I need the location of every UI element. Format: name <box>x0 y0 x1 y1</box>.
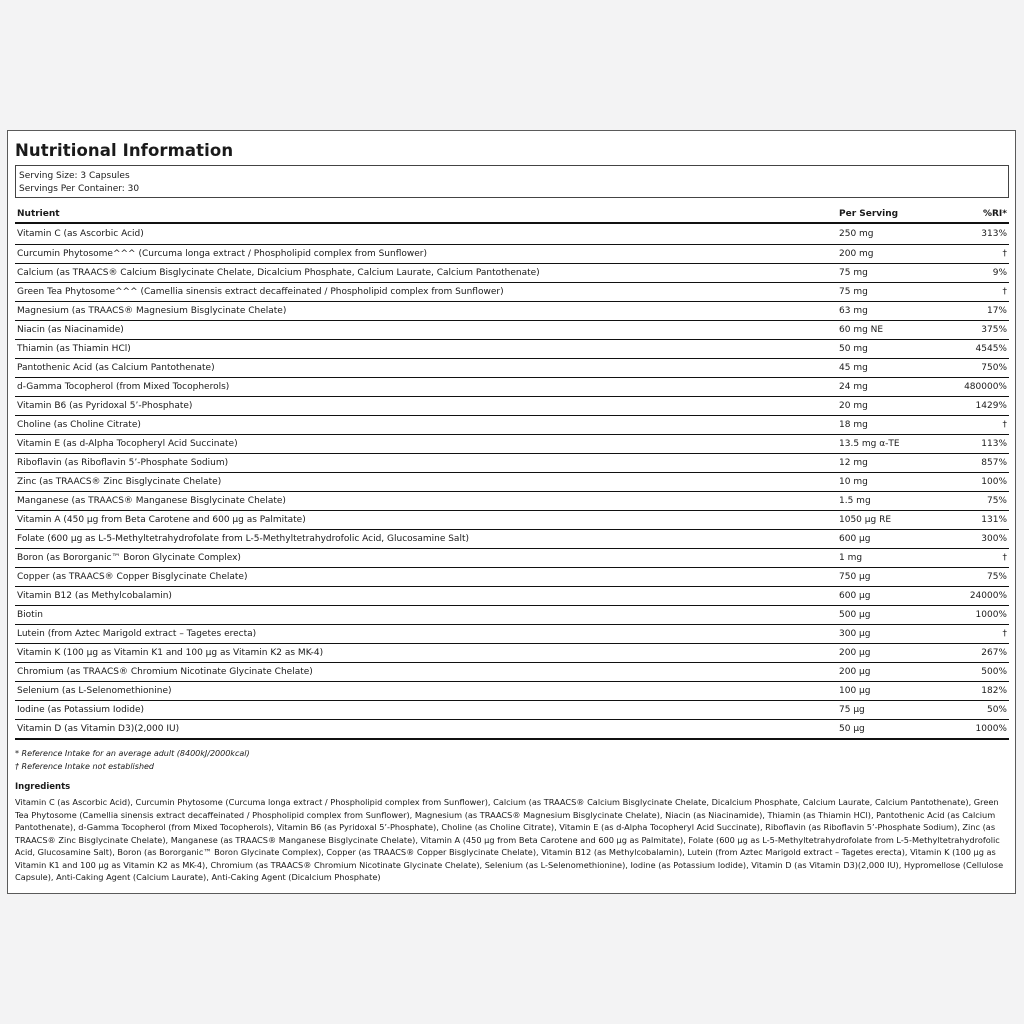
table-body <box>15 223 1009 739</box>
nutrient-percent-ri: 17% <box>961 302 1009 321</box>
table-row <box>15 321 1009 340</box>
nutrient-percent-ri: 9% <box>961 264 1009 283</box>
nutrient-per-serving: 75 mg <box>837 283 961 302</box>
table-row <box>15 264 1009 283</box>
nutrient-name: Green Tea Phytosome^^^ (Camellia sinensis extract decaffeinated / Phospholipid complex from Sunflower) <box>15 283 837 302</box>
nutrient-percent-ri: 24000% <box>961 587 1009 606</box>
nutrient-name: Copper (as TRAACS® Copper Bisglycinate Chelate) <box>15 568 837 587</box>
serving-info-box <box>15 165 1009 198</box>
table-row <box>15 606 1009 625</box>
nutrient-percent-ri: † <box>961 416 1009 435</box>
nutrient-name: Chromium (as TRAACS® Chromium Nicotinate Glycinate Chelate) <box>15 663 837 682</box>
header-per-serving: Per Serving <box>837 205 961 223</box>
table-row <box>15 587 1009 606</box>
nutrient-percent-ri: 500% <box>961 663 1009 682</box>
nutrient-per-serving: 300 µg <box>837 625 961 644</box>
footnote-dagger: † Reference Intake not established <box>15 761 155 771</box>
nutrient-name: Vitamin B12 (as Methylcobalamin) <box>15 587 837 606</box>
table-row <box>15 454 1009 473</box>
table-row <box>15 340 1009 359</box>
nutrient-percent-ri: 100% <box>961 473 1009 492</box>
nutrient-percent-ri: 300% <box>961 530 1009 549</box>
nutrient-name: Lutein (from Aztec Marigold extract – Tagetes erecta) <box>15 625 837 644</box>
footnote-ri: * Reference Intake for an average adult (8400kJ/2000kcal) <box>15 749 250 758</box>
nutrient-percent-ri: 1429% <box>961 397 1009 416</box>
nutrient-percent-ri: 750% <box>961 359 1009 378</box>
table-row <box>15 511 1009 530</box>
footnotes <box>15 748 1009 773</box>
nutrient-name: Vitamin K (100 µg as Vitamin K1 and 100 µg as Vitamin K2 as MK-4) <box>15 644 837 663</box>
table-row <box>15 568 1009 587</box>
table-row <box>15 359 1009 378</box>
nutrient-per-serving: 1.5 mg <box>837 492 961 511</box>
nutrient-percent-ri: 375% <box>961 321 1009 340</box>
nutrient-percent-ri: 267% <box>961 644 1009 663</box>
nutrient-percent-ri: 4545% <box>961 340 1009 359</box>
nutrient-name: Folate (600 µg as L-5-Methyltetrahydrofolate from L-5-Methyltetrahydrofolic Acid, Glucosamine Salt) <box>15 530 837 549</box>
nutrient-name: Choline (as Choline Citrate) <box>15 416 837 435</box>
nutrient-percent-ri: 50% <box>961 701 1009 720</box>
table-row <box>15 378 1009 397</box>
nutrient-name: Vitamin C (as Ascorbic Acid) <box>15 223 837 245</box>
nutrient-percent-ri: 182% <box>961 682 1009 701</box>
nutrient-percent-ri: 1000% <box>961 606 1009 625</box>
nutrient-per-serving: 600 µg <box>837 530 961 549</box>
nutrient-percent-ri: 1000% <box>961 720 1009 740</box>
nutrient-name: Riboflavin (as Riboflavin 5’-Phosphate Sodium) <box>15 454 837 473</box>
nutrient-percent-ri: † <box>961 245 1009 264</box>
nutrient-percent-ri: 313% <box>961 223 1009 245</box>
nutrient-per-serving: 13.5 mg α-TE <box>837 435 961 454</box>
table-row <box>15 492 1009 511</box>
nutrient-percent-ri: † <box>961 625 1009 644</box>
nutrient-per-serving: 250 mg <box>837 223 961 245</box>
nutrient-percent-ri: 480000% <box>961 378 1009 397</box>
nutrient-percent-ri: 113% <box>961 435 1009 454</box>
nutrient-per-serving: 200 µg <box>837 663 961 682</box>
nutrient-per-serving: 600 µg <box>837 587 961 606</box>
nutrient-name: Zinc (as TRAACS® Zinc Bisglycinate Chelate) <box>15 473 837 492</box>
nutrient-percent-ri: 857% <box>961 454 1009 473</box>
table-row <box>15 549 1009 568</box>
nutrient-percent-ri: 75% <box>961 568 1009 587</box>
nutrient-name: Calcium (as TRAACS® Calcium Bisglycinate Chelate, Dicalcium Phosphate, Calcium Laurate, Calcium Pantothenate) <box>15 264 837 283</box>
nutrient-per-serving: 500 µg <box>837 606 961 625</box>
header-percent-ri: %RI* <box>961 205 1009 223</box>
table-row <box>15 625 1009 644</box>
nutrient-per-serving: 20 mg <box>837 397 961 416</box>
nutrient-per-serving: 24 mg <box>837 378 961 397</box>
nutrient-per-serving: 1 mg <box>837 549 961 568</box>
nutrition-panel <box>7 130 1016 894</box>
servings-per-container: Servings Per Container: 30 <box>19 184 140 194</box>
table-row <box>15 644 1009 663</box>
nutrient-table <box>15 205 1009 740</box>
nutrient-per-serving: 12 mg <box>837 454 961 473</box>
nutrient-name: Magnesium (as TRAACS® Magnesium Bisglycinate Chelate) <box>15 302 837 321</box>
table-row <box>15 473 1009 492</box>
table-row <box>15 663 1009 682</box>
nutrient-name: Biotin <box>15 606 837 625</box>
table-row <box>15 283 1009 302</box>
nutrient-per-serving: 50 mg <box>837 340 961 359</box>
nutrient-name: Vitamin E (as d-Alpha Tocopheryl Acid Succinate) <box>15 435 837 454</box>
nutrient-per-serving: 18 mg <box>837 416 961 435</box>
nutrient-per-serving: 10 mg <box>837 473 961 492</box>
nutrient-per-serving: 75 µg <box>837 701 961 720</box>
nutrient-name: Thiamin (as Thiamin HCl) <box>15 340 837 359</box>
nutrient-per-serving: 750 µg <box>837 568 961 587</box>
nutrient-name: Vitamin A (450 µg from Beta Carotene and 600 µg as Palmitate) <box>15 511 837 530</box>
nutrient-per-serving: 63 mg <box>837 302 961 321</box>
page-title: Nutritional Information <box>15 141 234 160</box>
nutrient-per-serving: 75 mg <box>837 264 961 283</box>
table-row <box>15 397 1009 416</box>
table-header-row <box>15 205 1009 223</box>
nutrient-name: Vitamin D (as Vitamin D3)(2,000 IU) <box>15 720 837 740</box>
nutrient-per-serving: 50 µg <box>837 720 961 740</box>
nutrient-name: Manganese (as TRAACS® Manganese Bisglycinate Chelate) <box>15 492 837 511</box>
nutrient-percent-ri: † <box>961 549 1009 568</box>
table-row <box>15 682 1009 701</box>
table-row <box>15 530 1009 549</box>
ingredients-text: Vitamin C (as Ascorbic Acid), Curcumin Phytosome (Curcuma longa extract / Phospholipid complex from Sunflower), Calcium (as TRAACS® Calcium Bisglycinate Chelate, Dicalcium Phosphate, Calcium Laurate, Calcium Pantothenate), Green Tea Phytosome (Camellia sinensis extract decaffeinated / Phospholipid complex from Sunflower), Magnesium (as TRAACS® Magnesium Bisglycinate Chelate), Niacin (as Niacinamide), Thiamin (as Thiamin HCl), Pantothenic Acid (as Calcium Pantothenate), d-Gamma Tocopherol (from Mixed Tocopherols), Vitamin B6 (as Pyridoxal 5’-Phosphate), Choline (as Choline Citrate), Vitamin E (as d-Alpha Tocopheryl Acid Succinate), Riboflavin (as Riboflavin 5’-Phosphate Sodium), Zinc (as TRAACS® Zinc Bisglycinate Chelate), Manganese (as TRAACS® Manganese Bisglycinate Chelate), Vitamin A (450 µg from Beta Carotene and 600 µg as Palmitate), Folate (600 µg as L-5-Methyltetrahydrofolate from L-5-Methyltetrahydrofolic Acid, Glucosamine Salt), Boron (as Bororganic™ Boron Glycinate Complex), Copper (as TRAACS® Copper Bisglycinate Chelate), Vitamin B12 (as Methylcobalamin), Lutein (from Aztec Marigold extract – Tagetes erecta), Vitamin K (100 µg as Vitamin K1 and 100 µg as Vitamin K2 as MK-4), Chromium (as TRAACS® Chromium Nicotinate Glycinate Chelate), Selenium (as L-Selenomethionine), Iodine (as Potassium Iodide), Vitamin D (as Vitamin D3)(2,000 IU), Hypromellose (Cellulose Capsule), Anti-Caking Agent (Calcium Laurate), Anti-Caking Agent (Dicalcium Phosphate) <box>15 797 1004 882</box>
nutrient-percent-ri: 131% <box>961 511 1009 530</box>
table-row <box>15 245 1009 264</box>
nutrient-name: Boron (as Bororganic™ Boron Glycinate Complex) <box>15 549 837 568</box>
nutrient-name: Vitamin B6 (as Pyridoxal 5’-Phosphate) <box>15 397 837 416</box>
table-row <box>15 223 1009 245</box>
header-nutrient: Nutrient <box>15 205 837 223</box>
nutrient-per-serving: 200 mg <box>837 245 961 264</box>
nutrient-percent-ri: † <box>961 283 1009 302</box>
nutrient-name: d-Gamma Tocopherol (from Mixed Tocopherols) <box>15 378 837 397</box>
table-row <box>15 435 1009 454</box>
serving-size: Serving Size: 3 Capsules <box>19 171 130 181</box>
nutrient-name: Niacin (as Niacinamide) <box>15 321 837 340</box>
table-row <box>15 701 1009 720</box>
nutrient-name: Pantothenic Acid (as Calcium Pantothenate) <box>15 359 837 378</box>
nutrient-per-serving: 60 mg NE <box>837 321 961 340</box>
nutrient-per-serving: 45 mg <box>837 359 961 378</box>
nutrient-per-serving: 100 µg <box>837 682 961 701</box>
nutrient-percent-ri: 75% <box>961 492 1009 511</box>
table-row <box>15 416 1009 435</box>
nutrient-name: Curcumin Phytosome^^^ (Curcuma longa extract / Phospholipid complex from Sunflower) <box>15 245 837 264</box>
ingredients-title: Ingredients <box>15 782 71 792</box>
nutrient-per-serving: 1050 µg RE <box>837 511 961 530</box>
nutrient-name: Iodine (as Potassium Iodide) <box>15 701 837 720</box>
nutrient-name: Selenium (as L-Selenomethionine) <box>15 682 837 701</box>
nutrient-per-serving: 200 µg <box>837 644 961 663</box>
table-row <box>15 302 1009 321</box>
table-row <box>15 720 1009 740</box>
